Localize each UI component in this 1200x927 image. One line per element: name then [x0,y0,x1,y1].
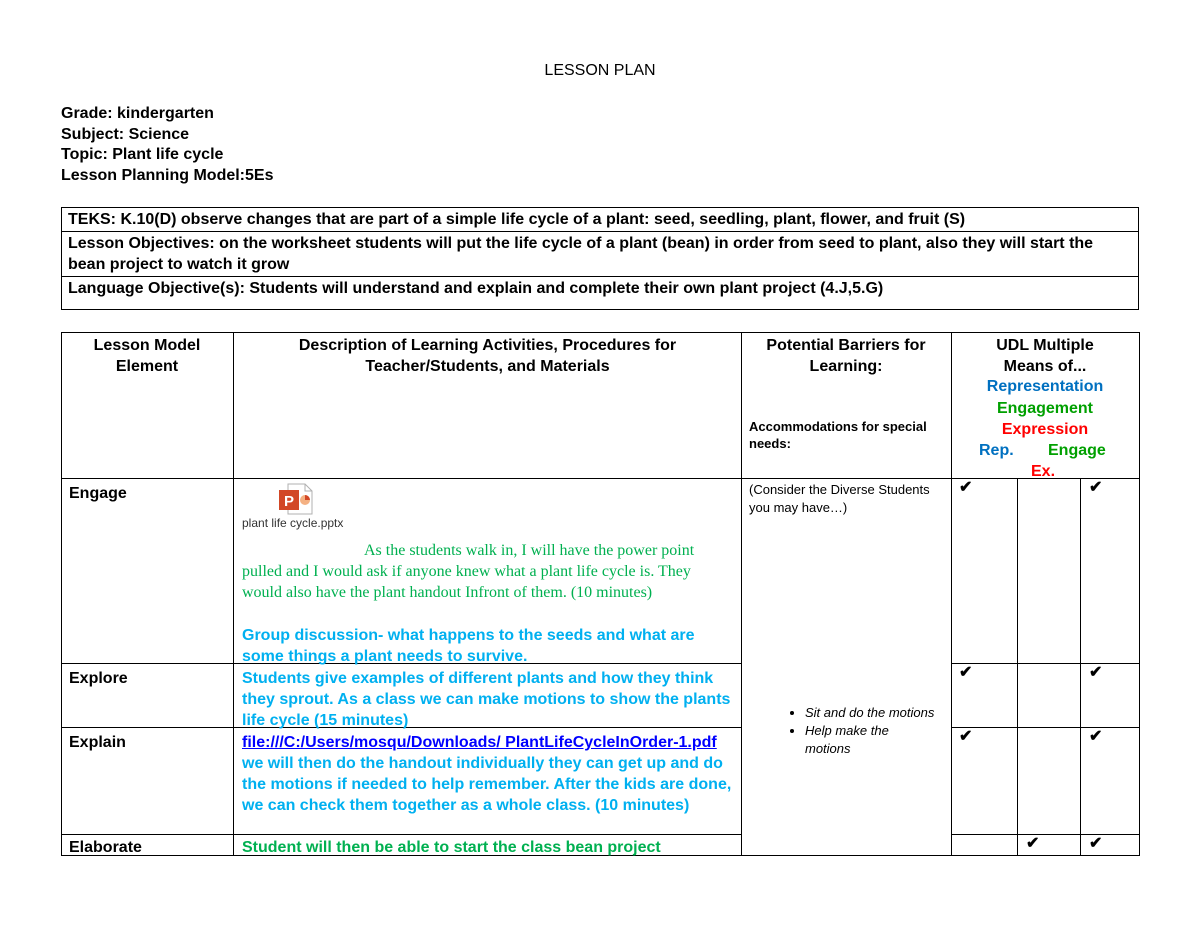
teks-cell: TEKS: K.10(D) observe changes that are part of a simple life cycle of a plant: seed, seedling, plant, flower, and fruit (S) [62,208,1139,232]
topic-line: Topic: Plant life cycle [61,146,224,163]
header-col-ex: Ex. [1031,463,1056,480]
check-explore-rep: ✔ [959,664,973,681]
header-description: Description of Learning Activities, Procedures for Teacher/Students, and Materials [298,337,677,375]
barrier-bullet-item: • Sit and do the motions [805,704,937,722]
header-udl-expression: Expression [1001,421,1089,438]
header-lesson-model-element: Lesson Model Element [93,337,201,375]
row-explain-label: Explain [69,734,126,751]
barrier-bullet-item: • Help make the motions [805,722,937,758]
barrier-note: (Consider the Diverse Students you may have…) [749,482,930,515]
language-objective-cell: Language Objective(s): Students will understand and explain and complete their own plant project (4.J,5.G) [62,277,1139,310]
grade-line: Grade: kindergarten [61,105,214,122]
header-udl-representation: Representation [986,378,1104,395]
header-col-engage: Engage [1048,442,1106,459]
check-elaborate-engage: ✔ [1026,835,1040,852]
check-engage-rep: ✔ [959,479,973,496]
header-accommodations: Accommodations for special needs: [749,419,927,451]
header-col-rep: Rep. [979,442,1014,459]
elaborate-description: Student will then be able to start the class bean project [242,839,661,856]
explore-description: Students give examples of different plants and how they think they sprout. As a class we can make motions to show the plants life cycle (15 minutes) [242,670,731,729]
row-elaborate-label: Elaborate [69,839,142,856]
model-line: Lesson Planning Model:5Es [61,166,274,184]
header-barriers: Potential Barriers for Learning: [766,337,926,375]
powerpoint-file-icon[interactable] [278,483,314,515]
handout-file-link[interactable]: file:///C:/Users/mosqu/Downloads/ PlantLifeCycleInOrder-1.pdf [242,734,717,751]
barrier-bullets [787,704,937,758]
header-udl-engagement: Engagement [996,400,1093,417]
lesson-objectives-cell: Lesson Objectives: on the worksheet students will put the life cycle of a plant (bean) in order from seed to plant, also they will start the bean project to watch it grow [62,232,1139,277]
row-engage-label: Engage [69,485,127,502]
check-elaborate-ex: ✔ [1089,835,1103,852]
check-explain-ex: ✔ [1089,728,1103,745]
row-explore-label: Explore [69,670,128,687]
header-udl-title: UDL Multiple Means of... [996,337,1094,375]
subject-line: Subject: Science [61,125,190,143]
document-title: LESSON PLAN [544,62,656,79]
explain-description: file:///C:/Users/mosqu/Downloads/ PlantLifeCycleInOrder-1.pdf we will then do the handout individually they can get up and do the motions if needed to help remember. After the kids are done, we can check them together as a whole class. (10 minutes) [242,734,732,814]
check-explore-ex: ✔ [1089,664,1103,681]
attachment-filename[interactable]: plant life cycle.pptx [242,516,344,530]
engage-description: Group discussion- what happens to the seeds and what are some things a plant needs to survive. [242,627,695,665]
svg-text:P: P [284,493,295,510]
engage-intro-text: As the students walk in, I will have the power point pulled and I would ask if anyone knew what a plant life cycle is. They would also have the plant handout Infront of them. (10 minutes) [242,542,695,601]
check-engage-ex: ✔ [1089,479,1103,496]
check-explain-rep: ✔ [959,728,973,745]
